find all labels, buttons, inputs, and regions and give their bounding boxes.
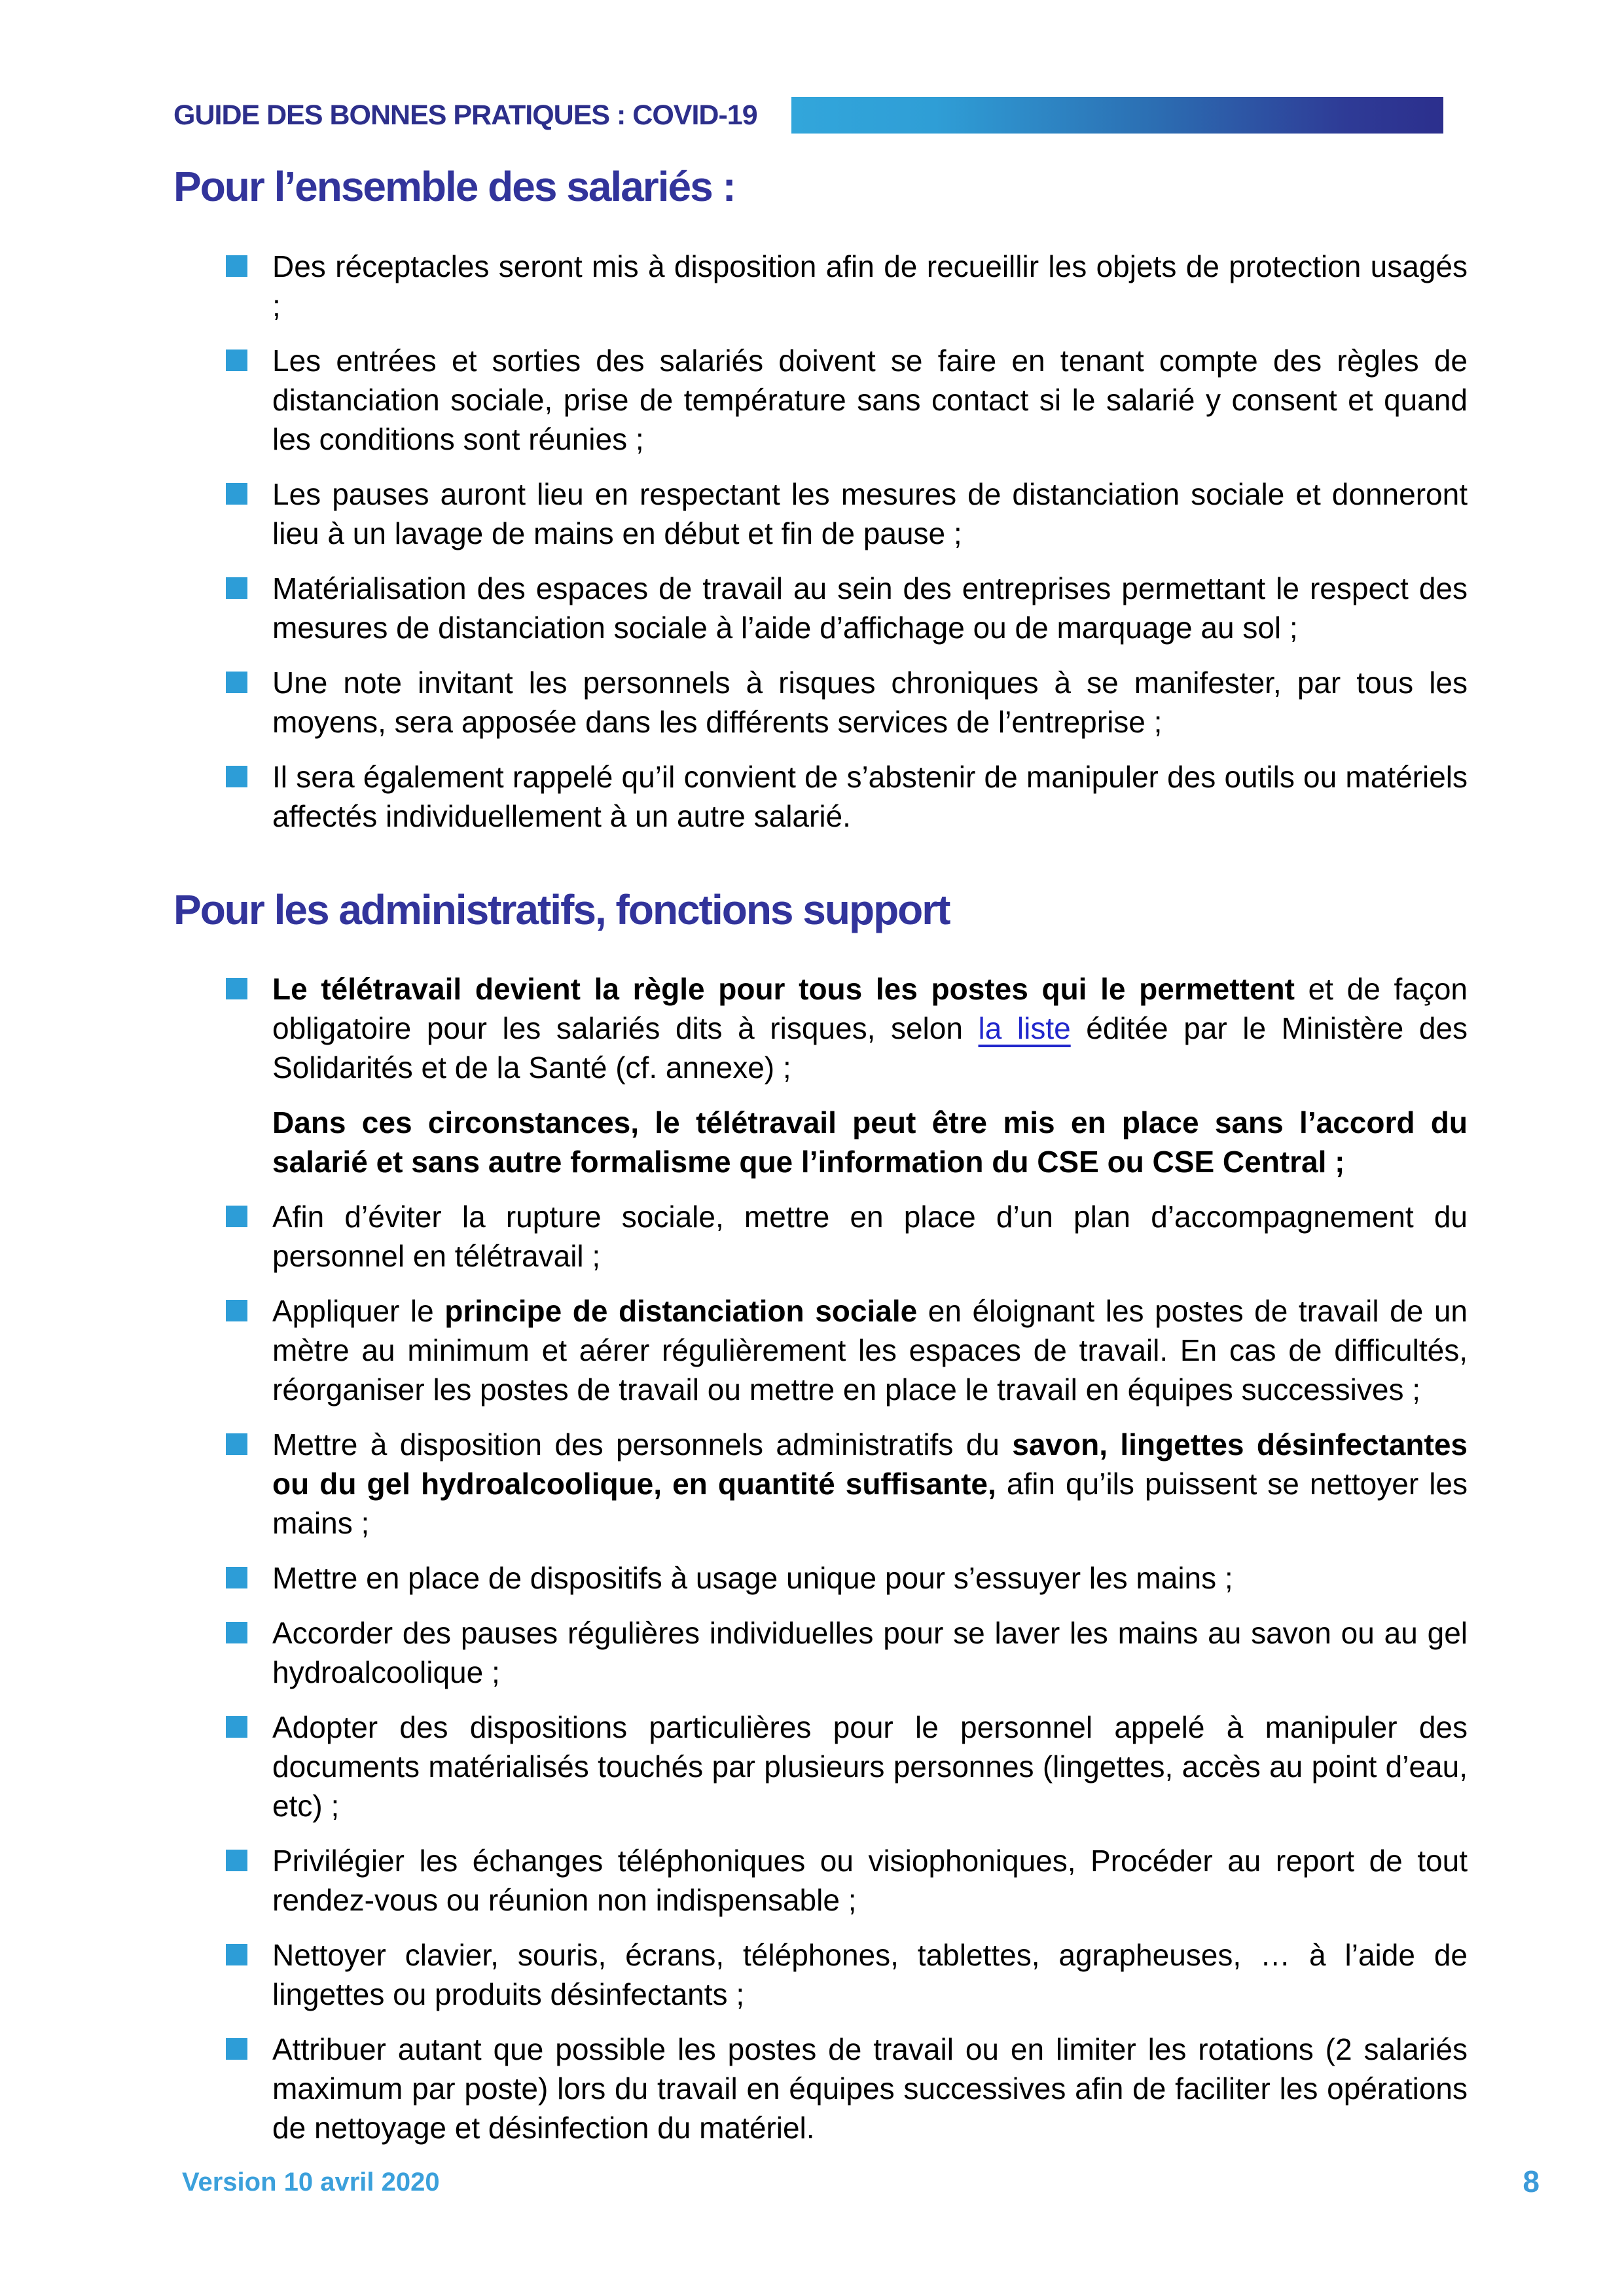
list-item: [173, 969, 1468, 1087]
bullet-square-icon: [226, 766, 247, 787]
bullet-square-icon: [226, 1300, 247, 1321]
text-segment: Le télétravail devient la règle pour tous les postes qui le permettent: [272, 972, 1295, 1007]
text-segment: Il sera également rappelé qu’il convient de s’abstenir de manipuler des outils ou matériels affectés individuellement à un autre salarié.: [272, 759, 1468, 833]
bullet-square-icon: [226, 1433, 247, 1455]
bullet-square-icon: [226, 1567, 247, 1588]
bullet-square-icon: [226, 978, 247, 999]
text-segment: Mettre en place de dispositifs à usage unique pour s’essuyer les mains ;: [272, 1561, 1233, 1596]
list-item: [173, 1197, 1468, 1276]
header-gradient-bar: [791, 97, 1443, 134]
text-segment: Les entrées et sorties des salariés doivent se faire en tenant compte des règles de distanciation sociale, prise de température sans contact si le salarié y consent et quand les conditions sont réunies ;: [272, 343, 1468, 456]
list-item: [173, 1708, 1468, 1825]
text-segment: éditée par le Ministère des Solidarités et de la Santé (cf. annexe) ;: [272, 1011, 1468, 1085]
bullet-square-icon: [226, 2038, 247, 2060]
section-heading: Pour les administratifs, fonctions support: [173, 886, 950, 933]
text-segment: Une note invitant les personnels à risques chroniques à se manifester, par tous les moyens, sera apposée dans les différents services de l’entreprise ;: [272, 665, 1468, 739]
link-la-liste[interactable]: la liste: [978, 1011, 1071, 1046]
list-item: [173, 1291, 1468, 1409]
text-segment: en éloignant les postes de travail de un mètre au minimum et aérer régulièrement les espaces de travail. En cas de difficultés, réorganiser les postes de travail ou mettre en place le travail en équipes successives ;: [272, 1294, 1468, 1407]
list-item: [173, 1613, 1468, 1692]
bullet-list: [173, 969, 1468, 2147]
text-segment: Les pauses auront lieu en respectant les mesures de distanciation sociale et donneront lieu à un lavage de mains en début et fin de pause ;: [272, 476, 1468, 550]
list-item: [173, 663, 1468, 742]
text-segment: Afin d’éviter la rupture sociale, mettre en place d’un plan d’accompagnement du personnel en télétravail ;: [272, 1200, 1468, 1274]
text-segment: Accorder des pauses régulières individuelles pour se laver les mains au savon ou au gel hydroalcoolique ;: [272, 1616, 1468, 1690]
list-item: [173, 1841, 1468, 1920]
text-segment: principe de distanciation sociale: [444, 1294, 918, 1329]
text-segment: Matérialisation des espaces de travail au sein des entreprises permettant le respect des mesures de distanciation sociale à l’aide d’affichage ou de marquage au sol ;: [272, 571, 1468, 645]
text-segment: Adopter des dispositions particulières pour le personnel appelé à manipuler des documents matérialisés touchés par plusieurs personnes (lingettes, accès au point d’eau, etc) ;: [272, 1710, 1468, 1823]
bullet-square-icon: [226, 350, 247, 371]
text-segment: afin qu’ils puissent se nettoyer les mains ;: [272, 1467, 1468, 1541]
list-item: [173, 757, 1468, 836]
text-segment: Des réceptacles seront mis à disposition afin de recueillir les objets de protection usagés ;: [272, 249, 1468, 323]
bullet-square-icon: [226, 1850, 247, 1871]
section-heading: Pour l’ensemble des salariés :: [173, 163, 735, 210]
footer-page-number: 8: [1523, 2164, 1540, 2198]
list-item: [173, 1935, 1468, 2014]
list-item: [173, 475, 1468, 553]
list-item: [173, 1558, 1468, 1598]
page-header: [173, 97, 1443, 134]
bullet-square-icon: [226, 577, 247, 599]
text-segment: Dans ces circonstances, le télétravail peut être mis en place sans l’accord du salarié et sans autre formalisme que l’information du CSE ou CSE Central ;: [272, 1105, 1468, 1179]
footer-version-label: Version 10 avril 2020: [182, 2168, 440, 2197]
list-item: [173, 569, 1468, 647]
list-item: [173, 2030, 1468, 2147]
text-segment: Nettoyer clavier, souris, écrans, téléphones, tablettes, agrapheuses, … à l’aide de lingettes ou produits désinfectants ;: [272, 1938, 1468, 2012]
list-item: [173, 1425, 1468, 1543]
bullet-square-icon: [226, 672, 247, 693]
bullet-square-icon: [226, 1206, 247, 1227]
text-segment: Privilégier les échanges téléphoniques ou visiophoniques, Procéder au report de tout rendez-vous ou réunion non indispensable ;: [272, 1844, 1468, 1918]
text-segment: Mettre à disposition des personnels administratifs du: [272, 1427, 1013, 1462]
bullet-list: [173, 247, 1468, 836]
text-segment: Attribuer autant que possible les postes de travail ou en limiter les rotations (2 salariés maximum par poste) lors du travail en équipes successives afin de faciliter les opérations de nettoyage et désinfection du matériel.: [272, 2032, 1468, 2145]
page-header-title: GUIDE DES BONNES PRATIQUES : COVID-19: [173, 99, 757, 131]
text-segment: savon, lingettes désinfectantes ou du gel hydroalcoolique, en quantité suffisante,: [272, 1427, 1468, 1501]
bullet-square-icon: [226, 1716, 247, 1738]
bullet-square-icon: [226, 1944, 247, 1965]
text-segment: Appliquer le: [272, 1294, 445, 1329]
text-segment: et de façon obligatoire pour les salariés dits à risques, selon: [272, 972, 1468, 1046]
bullet-square-icon: [226, 483, 247, 505]
list-item: [173, 247, 1468, 325]
document-body: [173, 164, 1468, 2163]
list-item: [173, 1103, 1468, 1181]
bullet-square-icon: [226, 1622, 247, 1643]
list-item: [173, 341, 1468, 459]
bullet-square-icon: [226, 255, 247, 277]
